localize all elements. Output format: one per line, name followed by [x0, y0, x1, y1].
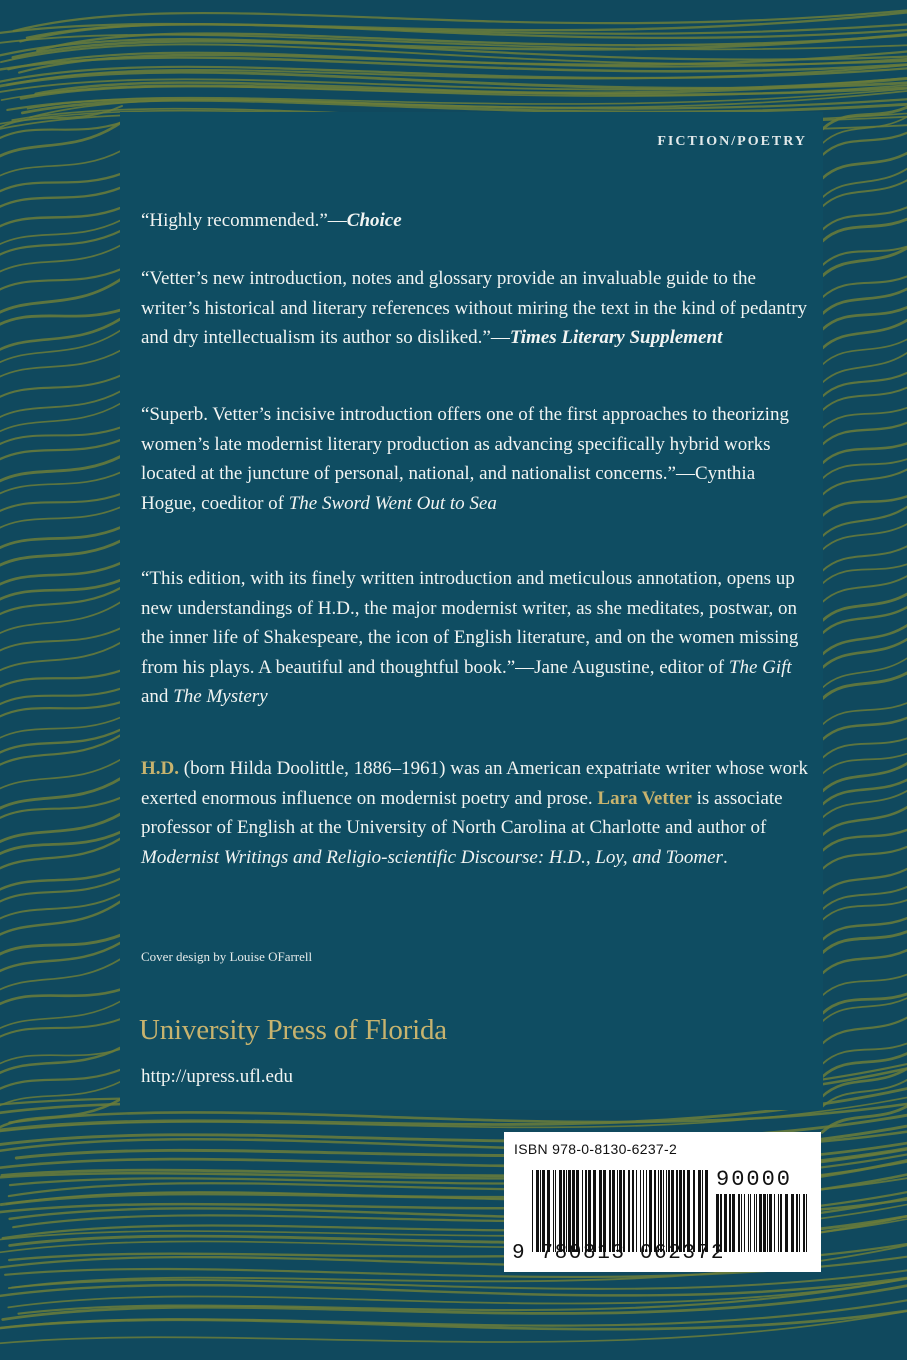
- ean-digits: 9 780813 062372: [512, 1242, 726, 1265]
- back-cover-text-panel: [120, 112, 823, 1110]
- review-choice: “Highly recommended.”—Choice: [141, 210, 402, 231]
- review-cynthia-hogue: “Superb. Vetter’s incisive introduction offers one of the first approaches to theorizing women’s late modernist literary production as advancing specifically hybrid works located at the juncture of personal, national, and nationalist concerns.”—Cynthia Hogue, coeditor of The Sword Went Out to Sea: [141, 404, 789, 514]
- cover-design-credit: Cover design by Louise OFarrell: [141, 949, 313, 964]
- isbn-barcode: [504, 1132, 821, 1272]
- publisher-url: http://upress.ufl.edu: [141, 1066, 293, 1087]
- publisher-name: University Press of Florida: [139, 1014, 447, 1046]
- price-barcode-bars: [716, 1194, 808, 1252]
- review-jane-augustine: “This edition, with its finely written introduction and meticulous annotation, opens up new understandings of H.D., the major modernist writer, as she meditates, postwar, on the inner life of Shakespeare, the icon of English literature, and on the women missing from his plays. A beautiful and thoughtful book.”—Jane Augustine, editor of The Gift and The Mystery: [141, 568, 799, 707]
- isbn-number: ISBN 978-0-8130-6237-2: [514, 1141, 678, 1157]
- author-bio: H.D. (born Hilda Doolittle, 1886–1961) was an American expatriate writer whose work exerted enormous influence on modernist poetry and prose. Lara Vetter is associate professor of English at the University of North Carolina at Charlotte and author of Modernist Writings and Religio-scientific Discourse: H.D., Loy, and Toomer.: [141, 758, 808, 868]
- price-code: 90000: [716, 1167, 793, 1192]
- ean-barcode-bars: [532, 1170, 708, 1252]
- category-label: FICTION/POETRY: [657, 134, 807, 149]
- review-times-literary-supplement: “Vetter’s new introduction, notes and glossary provide an invaluable guide to the writer’s historical and literary references without miring the text in the kind of pedantry and dry intellectualism its author so disliked.”—Times Literary Supplement: [141, 268, 808, 348]
